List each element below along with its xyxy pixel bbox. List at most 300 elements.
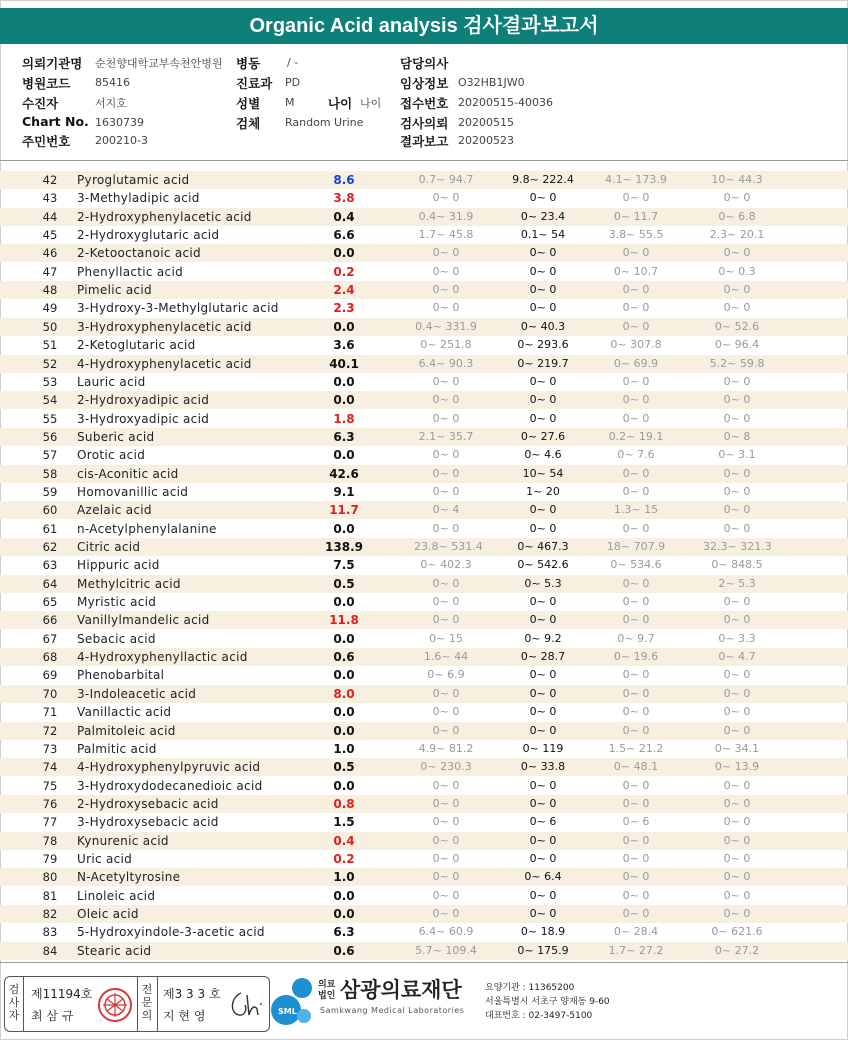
analyte-name: 5-Hydroxyindole-3-acetic acid [77, 925, 265, 940]
org-prefix: 의료 법인 [318, 980, 336, 1001]
result-value: 40.1 [329, 356, 359, 371]
reference-range-2: 0~ 0 [529, 264, 557, 278]
result-value: 1.0 [333, 870, 355, 885]
reference-range-2: 0~ 119 [522, 741, 564, 755]
result-value: 11.8 [329, 613, 359, 628]
row-number: 73 [42, 741, 58, 756]
reference-range-4: 0~ 0 [723, 796, 751, 810]
analyte-name: 2-Hydroxyadipic acid [77, 393, 210, 408]
reference-range-4: 0~ 3.1 [718, 448, 756, 462]
reference-range-3: 0~ 0 [622, 833, 650, 847]
reference-range-4: 0~ 0 [723, 595, 751, 609]
reference-range-4: 0~ 0 [723, 888, 751, 902]
reference-range-3: 0~ 307.8 [610, 338, 662, 352]
table-row [0, 189, 848, 207]
result-value: 1.0 [333, 741, 355, 756]
reference-range-2: 0~ 542.6 [517, 558, 569, 572]
reference-range-3: 1.5~ 21.2 [608, 741, 664, 755]
reference-range-4: 0~ 0 [723, 283, 751, 297]
row-number: 51 [42, 338, 58, 353]
reference-range-3: 0~ 0 [622, 301, 650, 315]
row-number: 44 [42, 209, 58, 224]
sex-value: M [285, 96, 295, 109]
reference-range-3: 0~ 0 [622, 374, 650, 388]
reference-range-3: 0~ 0 [622, 870, 650, 884]
institution-value: 순천향대학교부속천안병원 [95, 57, 223, 70]
reference-range-2: 0~ 4.6 [524, 448, 562, 462]
table-row [0, 244, 848, 262]
table-row [0, 281, 848, 299]
table-row [0, 410, 848, 428]
reference-range-4: 0~ 0 [723, 833, 751, 847]
reference-range-2: 0~ 33.8 [520, 760, 566, 774]
row-number: 60 [42, 503, 58, 518]
chart-no-value: 1630739 [95, 116, 144, 129]
reference-range-2: 0~ 0 [529, 283, 557, 297]
specialist-license: 제3 3 3 호 [163, 987, 221, 1001]
result-value: 6.3 [333, 429, 355, 444]
result-value: 2.4 [333, 283, 355, 298]
reference-range-1: 0~ 0 [432, 301, 460, 315]
reference-range-1: 0~ 230.3 [420, 760, 472, 774]
row-number: 66 [42, 613, 58, 628]
dept-label: 진료과 [236, 76, 273, 91]
analyte-name: 3-Hydroxy-3-Methylglutaric acid [77, 301, 279, 316]
result-value: 8.0 [333, 686, 355, 701]
table-row [0, 226, 848, 244]
reference-range-1: 0~ 0 [432, 870, 460, 884]
reference-range-2: 0~ 0 [529, 796, 557, 810]
reference-range-4: 0~ 0 [723, 191, 751, 205]
result-value: 3.6 [333, 338, 355, 353]
reference-range-1: 5.7~ 109.4 [415, 943, 477, 957]
row-number: 74 [42, 760, 58, 775]
result-value: 0.4 [333, 209, 355, 224]
report-date-value: 20200523 [458, 134, 514, 147]
reference-range-1: 4.9~ 81.2 [418, 741, 474, 755]
result-value: 0.0 [333, 595, 355, 610]
reference-range-1: 0~ 0 [432, 888, 460, 902]
institution-field: 의뢰기관명 [22, 56, 83, 71]
analyte-name: 2-Ketoglutaric acid [77, 338, 196, 353]
reference-range-1: 0~ 0 [432, 723, 460, 737]
analyte-name: 4-Hydroxyphenylacetic acid [77, 356, 252, 371]
reference-range-1: 0~ 402.3 [420, 558, 472, 572]
reference-range-4: 0~ 0 [723, 815, 751, 829]
reference-range-4: 0~ 0 [723, 301, 751, 315]
reference-range-4: 0~ 27.2 [714, 943, 760, 957]
reference-range-3: 0~ 0 [622, 466, 650, 480]
row-number: 68 [42, 650, 58, 665]
row-number: 55 [42, 411, 58, 426]
reference-range-2: 9.8~ 222.4 [512, 173, 574, 186]
reference-range-1: 6.4~ 90.3 [418, 356, 474, 370]
clinical-info-value: O32HB1JW0 [458, 76, 525, 89]
reference-range-3: 0~ 48.1 [613, 760, 659, 774]
reference-range-4: 0~ 0 [723, 851, 751, 865]
row-number: 75 [42, 778, 58, 793]
reference-range-1: 1.6~ 44 [423, 650, 469, 664]
reference-range-4: 0~ 848.5 [711, 558, 763, 572]
reference-range-3: 18~ 707.9 [606, 540, 666, 553]
table-row [0, 942, 848, 960]
request-date-value: 20200515 [458, 116, 514, 129]
row-number: 53 [42, 374, 58, 389]
reference-range-1: 2.1~ 35.7 [418, 429, 474, 443]
reference-range-1: 0~ 15 [429, 631, 463, 645]
row-number: 42 [42, 173, 58, 187]
reference-range-1: 0~ 0 [432, 815, 460, 829]
reference-range-4: 0~ 0 [723, 723, 751, 737]
analyte-name: Kynurenic acid [77, 833, 169, 848]
analyte-name: 2-Ketooctanoic acid [77, 246, 201, 261]
row-number: 57 [42, 448, 58, 463]
table-row [0, 446, 848, 464]
reference-range-4: 0~ 0 [723, 686, 751, 700]
row-number: 82 [42, 907, 58, 921]
reference-range-3: 3.8~ 55.5 [608, 228, 664, 242]
row-number: 79 [42, 851, 58, 866]
row-number: 67 [42, 631, 58, 646]
analyte-name: Uric acid [77, 851, 133, 866]
row-number: 52 [42, 356, 58, 371]
analyte-name: Lauric acid [77, 374, 146, 389]
sml-logo-icon [270, 976, 316, 1028]
analyte-name: Orotic acid [77, 448, 146, 463]
table-row [0, 483, 848, 501]
result-value: 0.0 [333, 448, 355, 463]
reference-range-2: 0~ 40.3 [520, 319, 566, 333]
reference-range-1: 23.8~ 531.4 [414, 540, 483, 553]
table-row [0, 355, 848, 373]
result-value: 138.9 [325, 540, 363, 554]
signature-icon [227, 987, 263, 1021]
analyte-name: Vanillactic acid [77, 705, 172, 720]
reference-range-3: 0~ 69.9 [613, 356, 659, 370]
reference-range-1: 6.4~ 60.9 [418, 925, 474, 939]
reference-range-1: 0~ 0 [432, 191, 460, 205]
reference-range-3: 0~ 0 [622, 595, 650, 609]
reference-range-4: 2.3~ 20.1 [709, 228, 765, 242]
row-number: 77 [42, 815, 58, 830]
analyte-name: Pyroglutamic acid [77, 173, 190, 187]
reference-range-1: 0~ 4 [432, 503, 460, 517]
reference-range-4: 0~ 0 [723, 870, 751, 884]
table-row [0, 520, 848, 538]
reference-range-2: 0~ 27.6 [520, 429, 566, 443]
specimen-label: 검체 [236, 116, 261, 131]
reference-range-4: 0~ 3.3 [718, 631, 756, 645]
reference-range-2: 0~ 0 [529, 668, 557, 682]
reference-range-2: 0~ 293.6 [517, 338, 569, 352]
reference-range-3: 1.3~ 15 [613, 503, 659, 517]
reference-range-4: 32.3~ 321.3 [703, 540, 772, 553]
table-row [0, 263, 848, 281]
reference-range-1: 0~ 0 [432, 851, 460, 865]
row-number: 59 [42, 484, 58, 499]
reference-range-4: 0~ 13.9 [714, 760, 760, 774]
ward-value: / - [287, 56, 299, 69]
reference-range-3: 0~ 0 [622, 796, 650, 810]
reference-range-2: 0~ 0 [529, 411, 557, 425]
row-number: 64 [42, 576, 58, 591]
reference-range-4: 0~ 8 [723, 429, 751, 443]
table-row [0, 795, 848, 813]
row-number: 72 [42, 723, 58, 738]
row-number: 58 [42, 466, 58, 481]
reference-range-1: 0~ 0 [432, 466, 460, 480]
reference-range-4: 0~ 0 [723, 668, 751, 682]
sex-label: 성별 [236, 96, 261, 111]
analyte-name: 3-Hydroxyphenylacetic acid [77, 319, 252, 334]
seal-stamp-icon [97, 985, 133, 1025]
org-english-name: Samkwang Medical Laboratories [320, 1006, 465, 1015]
reference-range-1: 0~ 0 [432, 778, 460, 792]
reference-range-3: 0~ 19.6 [613, 650, 659, 664]
row-number: 61 [42, 521, 58, 536]
reference-range-3: 0~ 0 [622, 411, 650, 425]
table-row [0, 722, 848, 740]
report-date-label: 결과보고 [400, 134, 449, 149]
reference-range-1: 0~ 251.8 [420, 338, 472, 352]
reference-range-3: 4.1~ 173.9 [605, 173, 667, 186]
row-number: 46 [42, 246, 58, 261]
table-row [0, 740, 848, 758]
reference-range-4: 0~ 0 [723, 705, 751, 719]
reference-range-3: 0~ 0 [622, 191, 650, 205]
examiner-name: 최 삼 규 [31, 1009, 74, 1023]
reference-range-2: 10~ 54 [522, 466, 564, 480]
age-label: 나이 [328, 96, 353, 111]
analyte-name: 3-Hydroxysebacic acid [77, 815, 219, 830]
age-value: 나이 [360, 97, 382, 110]
result-value: 0.5 [333, 760, 355, 775]
result-value: 0.0 [333, 374, 355, 389]
reference-range-2: 0~ 0 [529, 521, 557, 535]
row-number: 70 [42, 686, 58, 701]
analyte-name: Sebacic acid [77, 631, 156, 646]
rrn-label: 주민번호 [22, 134, 71, 149]
reference-range-2: 0~ 0 [529, 246, 557, 260]
reference-range-2: 0~ 0 [529, 851, 557, 865]
row-number: 65 [42, 595, 58, 610]
reference-range-1: 0~ 6.9 [427, 668, 465, 682]
reference-range-4: 0~ 0 [723, 466, 751, 480]
result-value: 0.0 [333, 907, 355, 921]
row-number: 49 [42, 301, 58, 316]
analyte-name: Palmitoleic acid [77, 723, 176, 738]
reference-range-1: 0~ 0 [432, 907, 460, 920]
reference-range-1: 0~ 0 [432, 705, 460, 719]
analyte-name: Phenyllactic acid [77, 264, 184, 279]
reference-range-3: 0~ 9.7 [617, 631, 655, 645]
table-row [0, 666, 848, 684]
reference-range-4: 10~ 44.3 [711, 173, 763, 186]
row-number: 45 [42, 228, 58, 243]
reference-range-3: 0~ 6 [622, 815, 650, 829]
table-row [0, 703, 848, 721]
result-value: 0.6 [333, 943, 355, 958]
reference-range-2: 0~ 6 [529, 815, 557, 829]
reference-range-3: 0~ 11.7 [613, 209, 659, 223]
table-row [0, 299, 848, 317]
result-value: 0.0 [333, 246, 355, 261]
reference-range-2: 0~ 0 [529, 503, 557, 517]
org-address: 서울특별시 서초구 양재동 9-60 [485, 997, 610, 1007]
analyte-name: 3-Methyladipic acid [77, 191, 200, 206]
rrn-value: 200210-3 [95, 134, 148, 147]
result-value: 0.2 [333, 851, 355, 866]
result-value: 0.0 [333, 723, 355, 738]
result-value: 0.8 [333, 796, 355, 811]
reference-range-4: 0~ 0 [723, 503, 751, 517]
reference-range-1: 0~ 0 [432, 264, 460, 278]
result-value: 0.0 [333, 705, 355, 720]
reference-range-2: 0~ 0 [529, 686, 557, 700]
result-value: 0.0 [333, 631, 355, 646]
reference-range-1: 0~ 0 [432, 686, 460, 700]
result-value: 0.0 [333, 668, 355, 683]
footer-divider [23, 977, 24, 1031]
reference-range-1: 0~ 0 [432, 448, 460, 462]
dept-value: PD [285, 76, 301, 89]
result-value: 0.0 [333, 521, 355, 536]
table-row [0, 758, 848, 776]
reference-range-1: 0~ 0 [432, 521, 460, 535]
row-number: 48 [42, 283, 58, 298]
reference-range-4: 0~ 0 [723, 393, 751, 407]
table-row [0, 832, 848, 850]
result-value: 7.5 [333, 558, 355, 573]
row-number: 54 [42, 393, 58, 408]
reference-range-2: 0~ 0 [529, 191, 557, 205]
analyte-name: Phenobarbital [77, 668, 165, 683]
row-number: 62 [42, 540, 58, 554]
reference-range-3: 0~ 0 [622, 851, 650, 865]
reference-range-2: 0~ 6.4 [524, 870, 562, 884]
reference-range-2: 0~ 175.9 [517, 943, 569, 957]
result-value: 11.7 [329, 503, 359, 518]
reference-range-2: 0~ 0 [529, 907, 557, 920]
specimen-value: Random Urine [285, 116, 364, 129]
analyte-name: Oleic acid [77, 907, 139, 921]
row-number: 84 [42, 943, 58, 958]
reference-range-2: 0~ 0 [529, 393, 557, 407]
reference-range-2: 0~ 5.3 [524, 576, 562, 590]
reference-range-4: 0~ 0 [723, 484, 751, 498]
reference-range-1: 0~ 0 [432, 613, 460, 627]
reference-range-1: 0~ 0 [432, 833, 460, 847]
reference-range-3: 0~ 0 [622, 393, 650, 407]
org-code: 요양기관 : 11365200 [485, 983, 575, 993]
result-value: 1.5 [333, 815, 355, 830]
patient-value: 서지호 [95, 97, 127, 110]
request-date-label: 검사의뢰 [400, 116, 449, 131]
result-value: 0.0 [333, 319, 355, 334]
reference-range-2: 0~ 9.2 [524, 631, 562, 645]
reference-range-2: 0~ 0 [529, 613, 557, 627]
reference-range-1: 0~ 0 [432, 576, 460, 590]
reference-range-2: 0~ 28.7 [520, 650, 566, 664]
row-number: 47 [42, 264, 58, 279]
reference-range-3: 0~ 0 [622, 319, 650, 333]
reference-range-2: 0.1~ 54 [520, 228, 566, 242]
row-number: 43 [42, 191, 58, 206]
patient-label: 수진자 [22, 96, 59, 111]
reference-range-1: 0.7~ 94.7 [418, 173, 474, 186]
reference-range-3: 0~ 0 [622, 888, 650, 902]
reference-range-4: 2~ 5.3 [718, 576, 756, 590]
reference-range-2: 0~ 23.4 [520, 209, 566, 223]
analyte-name: Methylcitric acid [77, 576, 181, 591]
reference-range-3: 0~ 0 [622, 705, 650, 719]
table-row [0, 777, 848, 795]
hospital-code-value: 85416 [95, 76, 130, 89]
reference-range-4: 0~ 0 [723, 907, 751, 920]
analyte-name: N-Acetyltyrosine [77, 870, 181, 885]
footer-divider [157, 977, 158, 1031]
analyte-name: Palmitic acid [77, 741, 157, 756]
row-number: 69 [42, 668, 58, 683]
analyte-name: Azelaic acid [77, 503, 152, 518]
table-row [0, 171, 848, 189]
reference-range-1: 0~ 0 [432, 796, 460, 810]
reference-range-3: 0~ 7.6 [617, 448, 655, 462]
reference-range-1: 0~ 0 [432, 374, 460, 388]
reference-range-3: 0~ 28.4 [613, 925, 659, 939]
result-value: 0.0 [333, 888, 355, 903]
table-row [0, 336, 848, 354]
reference-range-4: 0~ 0 [723, 613, 751, 627]
analyte-name: Vanillylmandelic acid [77, 613, 210, 628]
result-value: 3.8 [333, 191, 355, 206]
signature-box [4, 976, 270, 1032]
table-row [0, 685, 848, 703]
reference-range-4: 0~ 0.3 [718, 264, 756, 278]
reference-range-4: 0~ 621.6 [711, 925, 763, 939]
row-number: 83 [42, 925, 58, 940]
result-value: 1.8 [333, 411, 355, 426]
reference-range-1: 0~ 0 [432, 393, 460, 407]
result-value: 0.4 [333, 833, 355, 848]
table-row [0, 887, 848, 905]
result-value: 42.6 [329, 466, 359, 481]
result-value: 9.1 [333, 484, 355, 499]
reference-range-2: 1~ 20 [526, 484, 560, 498]
reference-range-3: 0~ 0 [622, 576, 650, 590]
reference-range-3: 0~ 0 [622, 686, 650, 700]
reference-range-3: 0~ 0 [622, 613, 650, 627]
specialist-name: 지 현 영 [163, 1009, 206, 1023]
row-number: 50 [42, 319, 58, 334]
clinical-info-label: 임상정보 [400, 76, 449, 91]
reference-range-4: 0~ 0 [723, 778, 751, 792]
reference-range-2: 0~ 219.7 [517, 356, 569, 370]
reference-range-1: 0~ 0 [432, 283, 460, 297]
reference-range-3: 1.7~ 27.2 [608, 943, 664, 957]
table-row [0, 373, 848, 391]
table-row [0, 868, 848, 886]
reference-range-1: 0.4~ 31.9 [418, 209, 474, 223]
reference-range-4: 0~ 96.4 [714, 338, 760, 352]
result-value: 6.6 [333, 228, 355, 243]
reference-range-1: 0~ 0 [432, 246, 460, 260]
reference-range-2: 0~ 0 [529, 595, 557, 609]
reference-range-2: 0~ 0 [529, 705, 557, 719]
analyte-name: 3-Hydroxyadipic acid [77, 411, 210, 426]
org-name: 삼광의료재단 [340, 978, 462, 1002]
analyte-name: Homovanillic acid [77, 484, 189, 499]
